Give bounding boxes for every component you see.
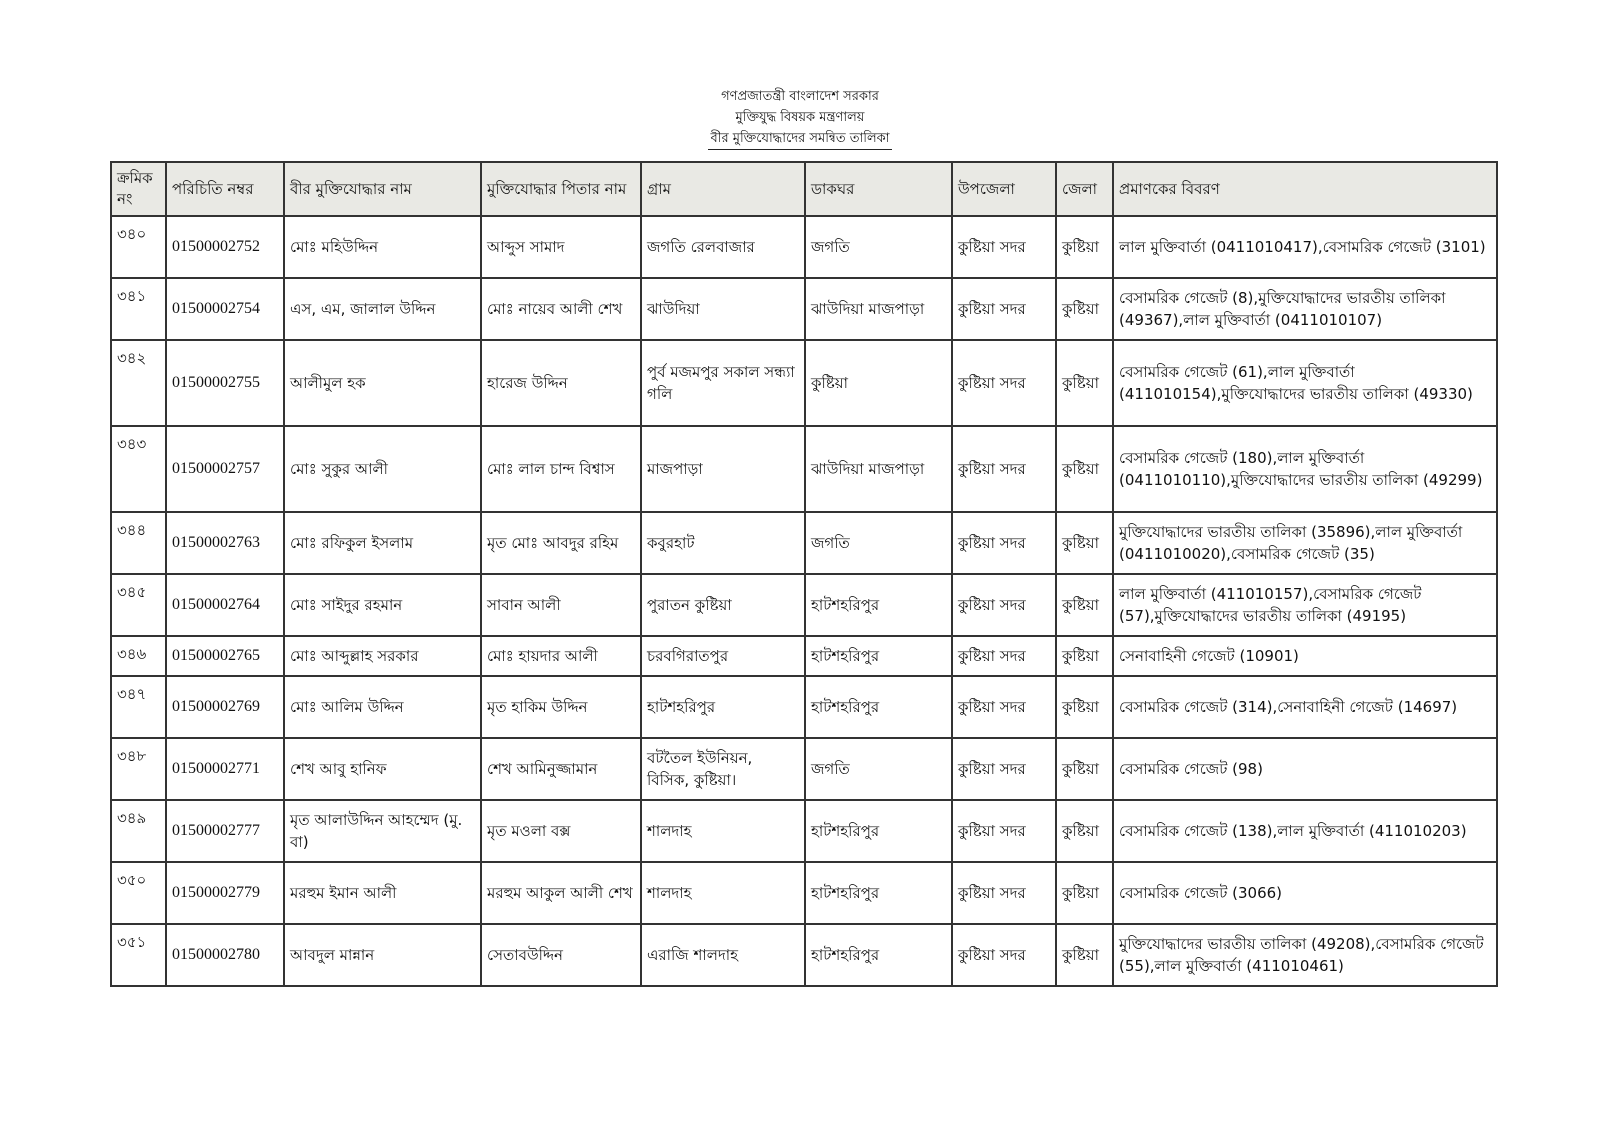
table-row	[111, 800, 1497, 862]
serial-cell: ৩৪২	[111, 340, 166, 426]
table-row	[111, 862, 1497, 924]
serial-cell: ৩৪৭	[111, 676, 166, 738]
upazila-cell: কুষ্টিয়া সদর	[952, 636, 1056, 676]
district-cell: কুষ্টিয়া	[1056, 862, 1113, 924]
village-cell: চরবগিরাতপুর	[641, 636, 805, 676]
serial-cell: ৩৪৫	[111, 574, 166, 636]
father-name-cell: আব্দুস সামাদ	[481, 216, 641, 278]
serial-cell: ৩৪৩	[111, 426, 166, 512]
post-office-cell: হাটশহরিপুর	[805, 574, 952, 636]
col-header-id: পরিচিতি নম্বর	[166, 162, 284, 216]
father-name-cell: মোঃ নায়েব আলী শেখ	[481, 278, 641, 340]
district-cell: কুষ্টিয়া	[1056, 216, 1113, 278]
fighter-name-cell: মোঃ আব্দুল্লাহ সরকার	[284, 636, 481, 676]
village-cell: বটতৈল ইউনিয়ন, বিসিক, কুষ্টিয়া।	[641, 738, 805, 800]
col-header-upazila: উপজেলা	[952, 162, 1056, 216]
id-number-cell: 01500002752	[166, 216, 284, 278]
table-row	[111, 278, 1497, 340]
serial-cell: ৩৪১	[111, 278, 166, 340]
evidence-cell: বেসামরিক গেজেট (138),লাল মুক্তিবার্তা (411010203)	[1113, 800, 1497, 862]
village-cell: ঝাউদিয়া	[641, 278, 805, 340]
id-number-cell: 01500002755	[166, 340, 284, 426]
document-header	[0, 86, 1600, 150]
post-office-cell: হাটশহরিপুর	[805, 636, 952, 676]
post-office-cell: জগতি	[805, 512, 952, 574]
col-header-father: মুক্তিযোদ্ধার পিতার নাম	[481, 162, 641, 216]
evidence-cell: বেসামরিক গেজেট (8),মুক্তিযোদ্ধাদের ভারতীয় তালিকা (49367),লাল মুক্তিবার্তা (0411010107)	[1113, 278, 1497, 340]
id-number-cell: 01500002769	[166, 676, 284, 738]
father-name-cell: সেতাবউদ্দিন	[481, 924, 641, 986]
id-number-cell: 01500002764	[166, 574, 284, 636]
evidence-cell: সেনাবাহিনী গেজেট (10901)	[1113, 636, 1497, 676]
district-cell: কুষ্টিয়া	[1056, 924, 1113, 986]
id-number-cell: 01500002757	[166, 426, 284, 512]
post-office-cell: হাটশহরিপুর	[805, 924, 952, 986]
village-cell: শালদাহ	[641, 862, 805, 924]
serial-cell: ৩৪০	[111, 216, 166, 278]
upazila-cell: কুষ্টিয়া সদর	[952, 278, 1056, 340]
evidence-cell: মুক্তিযোদ্ধাদের ভারতীয় তালিকা (49208),বেসামরিক গেজেট (55),লাল মুক্তিবার্তা (411010461)	[1113, 924, 1497, 986]
evidence-cell: বেসামরিক গেজেট (180),লাল মুক্তিবার্তা (0411010110),মুক্তিযোদ্ধাদের ভারতীয় তালিকা (49299)	[1113, 426, 1497, 512]
serial-cell: ৩৪৮	[111, 738, 166, 800]
col-header-village: গ্রাম	[641, 162, 805, 216]
upazila-cell: কুষ্টিয়া সদর	[952, 862, 1056, 924]
village-cell: এরাজি শালদাহ	[641, 924, 805, 986]
father-name-cell: মোঃ হায়দার আলী	[481, 636, 641, 676]
id-number-cell: 01500002763	[166, 512, 284, 574]
village-cell: হাটশহরিপুর	[641, 676, 805, 738]
village-cell: কবুরহাট	[641, 512, 805, 574]
village-cell: শালদাহ	[641, 800, 805, 862]
serial-cell: ৩৫০	[111, 862, 166, 924]
evidence-cell: বেসামরিক গেজেট (61),লাল মুক্তিবার্তা (411010154),মুক্তিযোদ্ধাদের ভারতীয় তালিকা (49330)	[1113, 340, 1497, 426]
district-cell: কুষ্টিয়া	[1056, 426, 1113, 512]
village-cell: পুরাতন কুষ্টিয়া	[641, 574, 805, 636]
table-row	[111, 924, 1497, 986]
upazila-cell: কুষ্টিয়া সদর	[952, 676, 1056, 738]
serial-cell: ৩৪৬	[111, 636, 166, 676]
post-office-cell: হাটশহরিপুর	[805, 800, 952, 862]
fighter-name-cell: মোঃ সুকুর আলী	[284, 426, 481, 512]
father-name-cell: মোঃ লাল চান্দ বিশ্বাস	[481, 426, 641, 512]
father-name-cell: শেখ আমিনুজ্জামান	[481, 738, 641, 800]
district-cell: কুষ্টিয়া	[1056, 800, 1113, 862]
upazila-cell: কুষ্টিয়া সদর	[952, 574, 1056, 636]
fighter-name-cell: মোঃ রফিকুল ইসলাম	[284, 512, 481, 574]
upazila-cell: কুষ্টিয়া সদর	[952, 924, 1056, 986]
evidence-cell: বেসামরিক গেজেট (3066)	[1113, 862, 1497, 924]
evidence-cell: বেসামরিক গেজেট (314),সেনাবাহিনী গেজেট (14697)	[1113, 676, 1497, 738]
fighter-name-cell: আবদুল মান্নান	[284, 924, 481, 986]
father-name-cell: মরহুম আকুল আলী শেখ	[481, 862, 641, 924]
father-name-cell: মৃত মওলা বক্স	[481, 800, 641, 862]
col-header-evidence: প্রমাণকের বিবরণ	[1113, 162, 1497, 216]
table-row	[111, 512, 1497, 574]
fighter-name-cell: মোঃ সাইদুর রহমান	[284, 574, 481, 636]
table-row	[111, 340, 1497, 426]
father-name-cell: হারেজ উদ্দিন	[481, 340, 641, 426]
fighter-name-cell: মৃত আলাউদ্দিন আহম্মেদ (মু. বা)	[284, 800, 481, 862]
father-name-cell: মৃত হাকিম উদ্দিন	[481, 676, 641, 738]
village-cell: মাজপাড়া	[641, 426, 805, 512]
id-number-cell: 01500002771	[166, 738, 284, 800]
district-cell: কুষ্টিয়া	[1056, 574, 1113, 636]
id-number-cell: 01500002777	[166, 800, 284, 862]
fighter-name-cell: আলীমুল হক	[284, 340, 481, 426]
col-header-name: বীর মুক্তিযোদ্ধার নাম	[284, 162, 481, 216]
evidence-cell: লাল মুক্তিবার্তা (0411010417),বেসামরিক গেজেট (3101)	[1113, 216, 1497, 278]
table-row	[111, 426, 1497, 512]
fighter-name-cell: মোঃ আলিম উদ্দিন	[284, 676, 481, 738]
document-title: বীর মুক্তিযোদ্ধাদের সমন্বিত তালিকা	[708, 128, 891, 150]
post-office-cell: জগতি	[805, 216, 952, 278]
district-cell: কুষ্টিয়া	[1056, 738, 1113, 800]
post-office-cell: জগতি	[805, 738, 952, 800]
table-header-row	[111, 162, 1497, 216]
table-row	[111, 574, 1497, 636]
freedom-fighters-table	[110, 161, 1498, 987]
col-header-post-office: ডাকঘর	[805, 162, 952, 216]
father-name-cell: সাবান আলী	[481, 574, 641, 636]
table-row	[111, 636, 1497, 676]
table-row	[111, 676, 1497, 738]
id-number-cell: 01500002765	[166, 636, 284, 676]
fighter-name-cell: মরহুম ইমান আলী	[284, 862, 481, 924]
fighter-name-cell: এস, এম, জালাল উদ্দিন	[284, 278, 481, 340]
upazila-cell: কুষ্টিয়া সদর	[952, 738, 1056, 800]
upazila-cell: কুষ্টিয়া সদর	[952, 800, 1056, 862]
post-office-cell: ঝাউদিয়া মাজপাড়া	[805, 426, 952, 512]
upazila-cell: কুষ্টিয়া সদর	[952, 340, 1056, 426]
table-row	[111, 216, 1497, 278]
table-row	[111, 738, 1497, 800]
evidence-cell: লাল মুক্তিবার্তা (411010157),বেসামরিক গেজেট (57),মুক্তিযোদ্ধাদের ভারতীয় তালিকা (49195)	[1113, 574, 1497, 636]
district-cell: কুষ্টিয়া	[1056, 512, 1113, 574]
id-number-cell: 01500002780	[166, 924, 284, 986]
district-cell: কুষ্টিয়া	[1056, 676, 1113, 738]
upazila-cell: কুষ্টিয়া সদর	[952, 216, 1056, 278]
fighter-name-cell: শেখ আবু হানিফ	[284, 738, 481, 800]
id-number-cell: 01500002779	[166, 862, 284, 924]
post-office-cell: হাটশহরিপুর	[805, 862, 952, 924]
col-header-serial: ক্রমিক নং	[111, 162, 166, 216]
father-name-cell: মৃত মোঃ আবদুর রহিম	[481, 512, 641, 574]
village-cell: জগতি রেলবাজার	[641, 216, 805, 278]
district-cell: কুষ্টিয়া	[1056, 340, 1113, 426]
fighter-name-cell: মোঃ মহিউদ্দিন	[284, 216, 481, 278]
village-cell: পুর্ব মজমপুর সকাল সন্ধ্যা গলি	[641, 340, 805, 426]
post-office-cell: কুষ্টিয়া	[805, 340, 952, 426]
serial-cell: ৩৪৯	[111, 800, 166, 862]
id-number-cell: 01500002754	[166, 278, 284, 340]
col-header-district: জেলা	[1056, 162, 1113, 216]
ministry-name: মুক্তিযুদ্ধ বিষয়ক মন্ত্রণালয়	[735, 110, 865, 125]
evidence-cell: মুক্তিযোদ্ধাদের ভারতীয় তালিকা (35896),লাল মুক্তিবার্তা (0411010020),বেসামরিক গেজেট (35)	[1113, 512, 1497, 574]
upazila-cell: কুষ্টিয়া সদর	[952, 426, 1056, 512]
post-office-cell: ঝাউদিয়া মাজপাড়া	[805, 278, 952, 340]
post-office-cell: হাটশহরিপুর	[805, 676, 952, 738]
government-name: গণপ্রজাতন্ত্রী বাংলাদেশ সরকার	[721, 89, 879, 104]
evidence-cell: বেসামরিক গেজেট (98)	[1113, 738, 1497, 800]
district-cell: কুষ্টিয়া	[1056, 636, 1113, 676]
upazila-cell: কুষ্টিয়া সদর	[952, 512, 1056, 574]
serial-cell: ৩৪৪	[111, 512, 166, 574]
serial-cell: ৩৫১	[111, 924, 166, 986]
district-cell: কুষ্টিয়া	[1056, 278, 1113, 340]
table-body	[111, 216, 1497, 986]
